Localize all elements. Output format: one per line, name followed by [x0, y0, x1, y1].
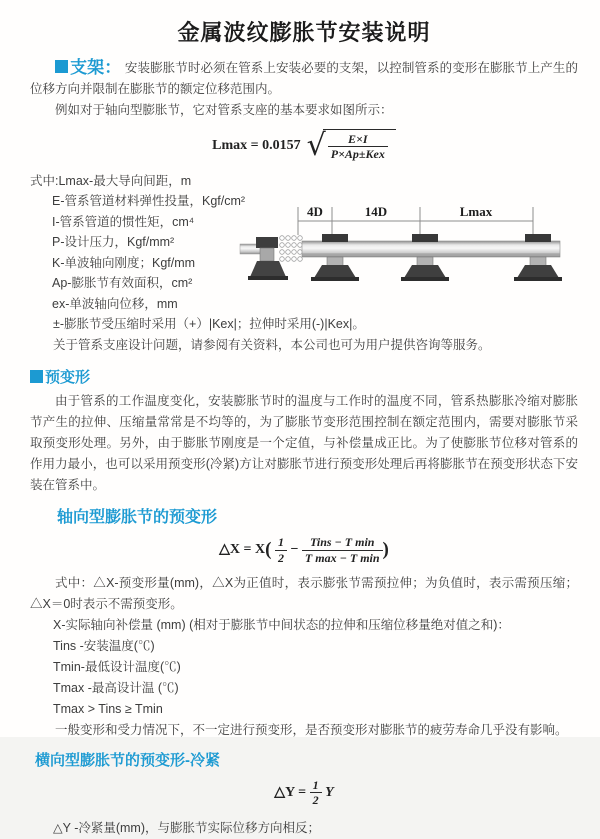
lateral-frac-numerator: 1: [312, 778, 319, 793]
open-paren: (: [265, 539, 272, 561]
axial-parameter-list: [30, 615, 578, 720]
lateral-note: △Y -冷紧量(mm)，与膨胀节实际位移方向相反；: [53, 820, 321, 835]
support-section-heading: 支架：: [70, 58, 122, 77]
lmax-formula: [30, 129, 578, 163]
lateral-subheading: 横向型膨胀节的预变形-冷紧: [35, 752, 220, 770]
sqrt-glyph-icon: √: [306, 128, 326, 164]
definition-line: 式中:Lmax-最大导向间距，m: [30, 173, 192, 188]
lateral-formula-rhs: Y: [325, 785, 334, 801]
support-intro-text: 安装膨胀节时必须在管系上安装必要的支架，以控制管系的变形在膨胀节上产生的位移方向并限制在膨胀节的额定位移范围内。: [30, 61, 578, 96]
definition-line: K-单波轴向刚度；Kgf/mm: [52, 255, 196, 270]
axial-parameter-line: Tmax > Tins ≥ Tmin: [53, 702, 163, 717]
predeform-section-heading: [30, 366, 578, 387]
minus-sign: −: [290, 542, 299, 558]
axial-formula: [30, 535, 578, 565]
main-pipe: [302, 241, 560, 257]
definition-line: I-管系管道的惯性矩，cm⁴: [52, 214, 195, 229]
axial-parameter-line: Tmin-最低设计温度(℃): [53, 660, 181, 675]
blue-square-bullet-icon: [55, 60, 68, 73]
support-intro-paragraph: [30, 57, 578, 100]
axial-frac-denominator: T max − T min: [302, 550, 383, 565]
dimension-label-14d: 14D: [364, 203, 388, 219]
bellows-icon: [280, 235, 303, 261]
lmax-formula-numerator: E×I: [348, 132, 368, 146]
dimension-lines: [298, 207, 533, 235]
axial-parameter-line: Tins -安装温度(℃): [53, 639, 155, 654]
close-paren: ): [382, 539, 389, 561]
definition-line: ex-单波轴向位移，mm: [52, 296, 178, 311]
predeform-heading-text: 预变形: [45, 369, 91, 387]
definition-line: E-管系管道材料弹性投量，Kgf/cm²: [52, 194, 246, 209]
lmax-formula-denominator: P×Ap±Kex: [328, 146, 388, 161]
axial-formula-lhs: △X = X: [219, 542, 266, 558]
lmax-formula-lhs: Lmax = 0.0157: [212, 138, 301, 154]
lateral-formula-lhs: △Y =: [274, 785, 307, 801]
definition-line: Ap-膨胀节有效面积，cm²: [52, 276, 193, 291]
axial-parameter-line: Tmax -最高设计温 (℃): [53, 681, 179, 696]
lateral-formula: [30, 778, 578, 808]
definition-line: P-设计压力，Kgf/mm²: [52, 235, 175, 250]
consult-note: 关于管系支座设计问题，请参阅有关资料，本公司也可为用户提供咨询等服务。: [53, 338, 491, 353]
support-example-line: 例如对于轴向型膨胀节，它对管系支座的基本要求如图所示：: [55, 103, 393, 117]
axial-explain-paragraph: 式中：△X-预变形量(mm)，△X为正值时，表示膨张节需预拉伸；为负值时，表示需预压缩；△X＝0时表示不需预变形。: [30, 576, 578, 612]
pipe-support-diagram: [240, 199, 600, 299]
definitions-and-diagram: [30, 171, 578, 315]
sqrt-radical: [307, 129, 396, 163]
axial-frac-numerator: Tins − T min: [309, 535, 375, 550]
blue-square-bullet-icon: [30, 370, 43, 383]
page-title: 金属波纹膨胀节安装说明: [177, 20, 431, 45]
half-numerator: 1: [277, 535, 284, 550]
axial-note: 一般变形和受力情况下，不一定进行预变形，是否预变形对膨胀节的疲劳寿命几乎没有影响。: [55, 723, 568, 738]
axial-subheading: 轴向型膨胀节的预变形: [57, 509, 218, 527]
lateral-frac-denominator: 2: [310, 792, 322, 807]
plus-minus-note: ±-膨胀节受压缩时采用（+）|Kex|；拉伸时采用(-)|Kex|。: [53, 317, 365, 332]
axial-parameter-line: X-实际轴向补偿量 (mm) (相对于膨胀节中间状态的拉伸和压缩位移量绝对值之和)：: [53, 618, 510, 633]
dimension-label-lmax: Lmax: [459, 203, 493, 219]
half-denominator: 2: [275, 550, 287, 565]
dimension-label-4d: 4D: [307, 203, 323, 219]
predeform-paragraph: 由于管系的工作温度变化，安装膨胀节时的温度与工作时的温度不同，管系热膨胀冷缩对膨胀节产生的拉伸、压缩量常常是不均等的，为了膨胀节变形范围控制在额定范围内，需要对膨胀节采取预变形处理。另外，由于膨胀节刚度是一个定值，与补偿量成正比。为了使膨胀节位移对管系的作用力最小，也可以采用预变形(冷紧)方让对膨胀节进行预变形处理后再将膨胀节在预变形状态下安装在管系中。: [30, 394, 578, 493]
